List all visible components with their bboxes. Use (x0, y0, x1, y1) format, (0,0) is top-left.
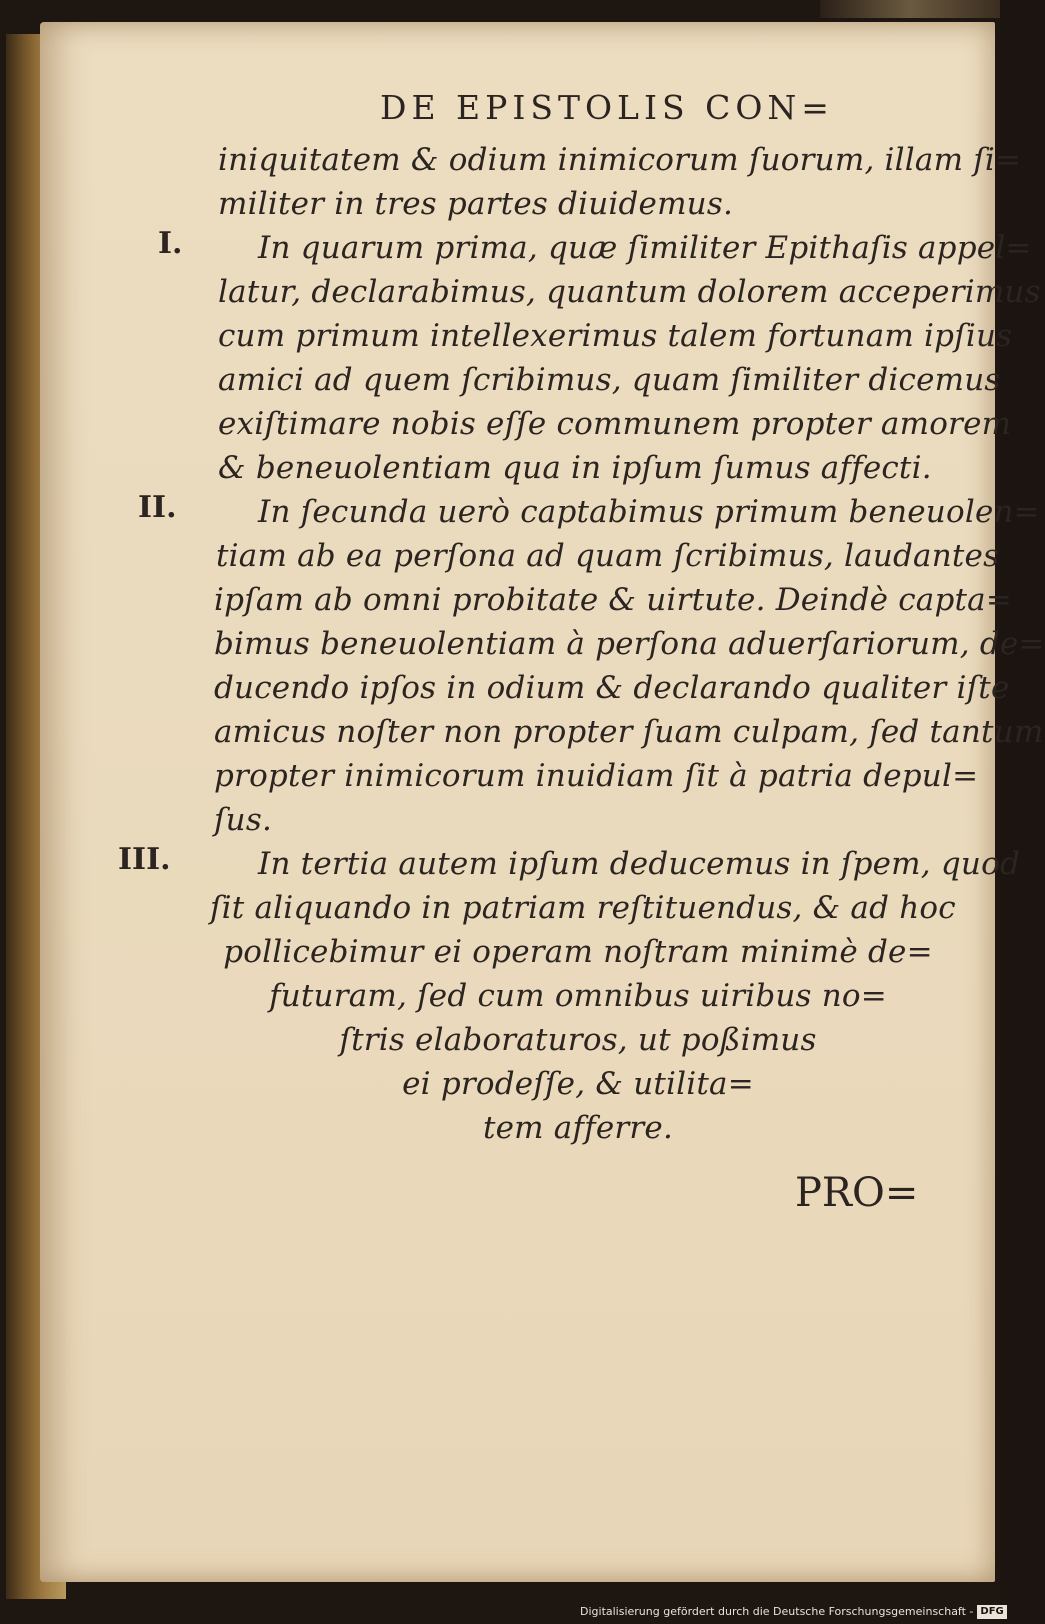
text-line: In tertia autem ipſum deducemus in ſpem, quod (258, 846, 1020, 882)
text-line: iniquitatem & odium inimicorum ſuorum, illam ſi= (218, 142, 1022, 178)
text-line: ipſam ab omni probitate & uirtute. Deindè capta= (214, 582, 1013, 618)
text-line: exiſtimare nobis eſſe communem propter amorem (218, 406, 1012, 442)
footer-text: Digitalisierung gefördert durch die Deutsche Forschungsgemeinschaft - (580, 1605, 974, 1618)
text-line: bimus beneuolentiam à perſona aduerſariorum, de= (214, 626, 1045, 662)
text-line-tapered: futuram, ſed cum omnibus uiribus no= (269, 978, 887, 1014)
text-line: ducendo ipſos in odium & declarando qualiter iſte (214, 670, 1010, 706)
text-line: tiam ab ea perſona ad quam ſcribimus, laudantes (216, 538, 1000, 574)
text-line: latur, declarabimus, quantum dolorem acceperimus (218, 274, 1041, 310)
digitization-footer (580, 1602, 1004, 1622)
margin-numeral-i: I. (158, 226, 183, 261)
text-line: propter inimicorum inuidiam ſit à patria depul= (214, 758, 979, 794)
text-line-tapered: pollicebimur ei operam noſtram minimè de= (223, 934, 933, 970)
text-line: militer in tres partes diuidemus. (218, 186, 733, 222)
text-line: In quarum prima, quæ ſimiliter Epithaſis appel= (258, 230, 1032, 266)
text-line-tapered: ei prodeſſe, & utilita= (402, 1066, 754, 1102)
text-line-tapered: tem afferre. (482, 1110, 674, 1146)
text-line: ſus. (214, 802, 273, 838)
text-line: & beneuolentiam qua in ipſum ſumus affecti. (218, 450, 932, 486)
text-line: ſit aliquando in patriam reſtituendus, & ad hoc (210, 890, 956, 926)
margin-numeral-iii: III. (118, 842, 171, 877)
text-line: In ſecunda uerò captabimus primum beneuolen= (258, 494, 1040, 530)
text-line-tapered: ſtris elaboraturos, ut poßimus (339, 1022, 817, 1058)
dfg-logo: DFG (977, 1605, 1006, 1619)
book-top-edge (820, 0, 1000, 18)
margin-numeral-ii: II. (138, 490, 177, 525)
text-line: cum primum intellexerimus talem fortunam ipſius (218, 318, 1013, 354)
catchword: PRO= (795, 1170, 919, 1216)
running-head: DE EPISTOLIS CON= (380, 88, 834, 127)
text-line: amicus noſter non propter ſuam culpam, ſed tantum (214, 714, 1044, 750)
text-line: amici ad quem ſcribimus, quam ſimiliter dicemus (218, 362, 1001, 398)
